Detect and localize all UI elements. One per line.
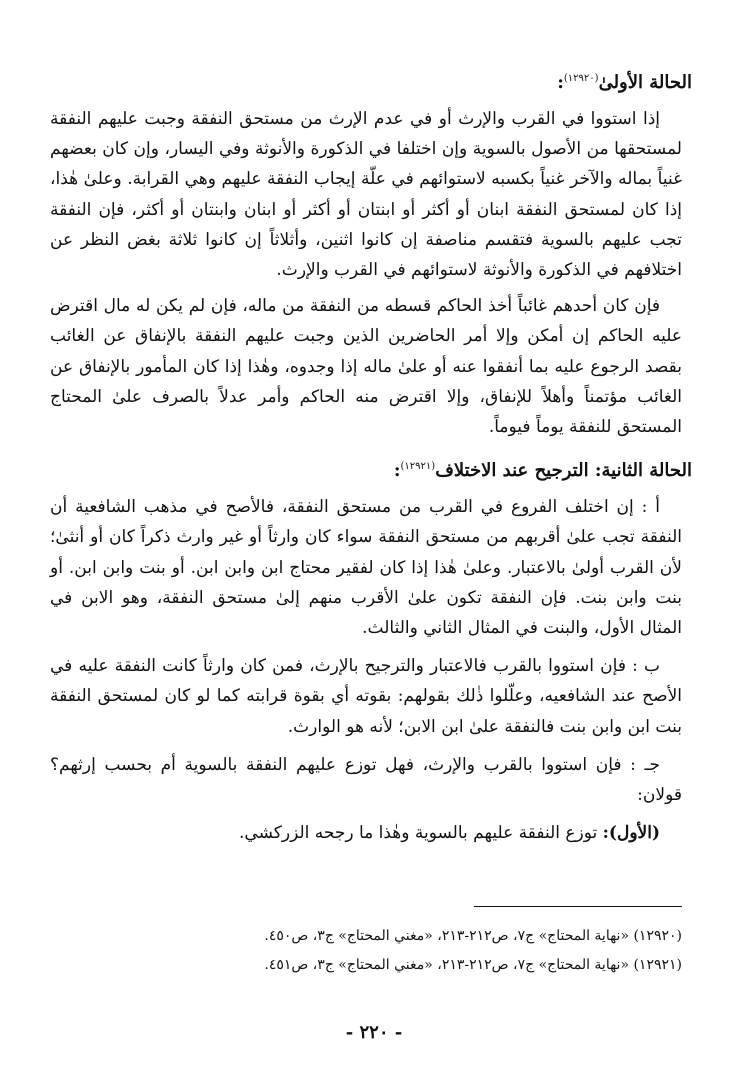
opinion-first <box>50 818 682 848</box>
heading-colon: : <box>557 72 564 93</box>
footnote-ref: (١٢٩٢١) <box>400 461 436 473</box>
footnote-item: (١٢٩٢٠) «نهاية المحتاج» ج٧، ص٢١٢-٢١٣، «مغني المحتاج» ج٣، ص٤٥٠. <box>264 928 682 944</box>
section-heading-case-1 <box>50 64 692 98</box>
heading-colon: : <box>393 460 401 482</box>
opinion-label: (الأول): <box>602 823 660 844</box>
footnote-divider <box>474 906 682 907</box>
opinion-text: توزع النفقة عليهم بالسوية وهٰذا ما رجحه الزركشي. <box>239 823 598 844</box>
paragraph-ba: ب : فإن استووا بالقرب فالاعتبار والترجيح بالإرث، فمن كان وارثاً كانت النفقة عليه في الأصح عند الشافعيه، وعلّلوا ذٰلك بقولهم: بقوته أي بقوة قرابته كما لو كان لمستحق النفقة بنت ابن وابن بنت فالنفقة علىٰ ابن الابن؛ لأنه هو الوارث. <box>50 656 682 737</box>
heading-text: الحالة الأولىٰ <box>598 72 692 93</box>
section-heading-case-2 <box>50 452 692 486</box>
page-number: - ٢٢٠ - <box>345 1022 403 1043</box>
paragraph: فإن كان أحدهم غائباً أخذ الحاكم قسطه من النفقة من ماله، فإن لم يكن له مال اقترض عليه الحاكم إن أمكن وإلا أمر الحاضرين الذين وجبت عليهم النفقة بالإنفاق عن الغائب بقصد الرجوع عليه بما أنفقوا عنه أو علىٰ ماله إذا وجدوه، وهٰذا إذا كان المأمور بالإنفاق عن الغائب مؤتمناً وأهلاً للإنفاق، وإلا اقترض منه الحاكم وأمر عدلاً بالصرف علىٰ المحتاج المستحق للنفقة يوماً فيوماً. <box>50 296 682 438</box>
paragraph-alif: أ : إن اختلف الفروع في القرب من مستحق النفقة، فالأصح في مذهب الشافعية أن النفقة تجب علىٰ أقربهم من مستحق النفقة سواء كان وارثاً أو غير وارث ذكراً كان أو أنثىٰ؛ لأن القرب أولىٰ بالاعتبار. وعلىٰ هٰذا إذا كان لفقير محتاج ابن وابن ابن. أو بنت وابن ابن. أو بنت وابن بنت. فإن النفقة تكون علىٰ الأقرب منهم إلىٰ مستحق النفقة، وهو الابن في المثال الأول، والبنت في المثال الثاني والثالث. <box>50 497 682 639</box>
heading-text: الحالة الثانية: الترجيح عند الاختلاف <box>435 460 692 482</box>
paragraph-jim: جـ : فإن استووا بالقرب والإرث، فهل توزع عليهم النفقة بالسوية أم بحسب إرثهم؟ قولان: <box>50 754 682 806</box>
footnote-ref: (١٢٩٢٠) <box>563 73 599 84</box>
footnotes <box>50 922 682 980</box>
paragraph: إذا استووا في القرب والإرث أو في عدم الإرث من مستحق النفقة وجبت عليهم النفقة لمستحقها من الأصول بالسوية وإن اختلفا في الذكورة والأنوثة وفي اليسار، وإن كان بعضهم غنياً بماله والآخر غنياً بكسبه لاستوائهم في علّة إيجاب النفقة عليهم وهي القرابة. وعلىٰ هٰذا، إذا كان لمستحق النفقة ابنان أو أكثر أو ابنتان أو أكثر أو ابنان وابنتان أو أكثر، فإن النفقة تجب عليهم بالسوية فتقسم مناصفة إن كانوا اثنين، وأثلاثاً إن كانوا ثلاثة بغض النظر عن اختلافهم في الذكورة والأنوثة لاستوائهم في القرب والإرث. <box>50 109 682 281</box>
footnote-item: (١٢٩٢١) «نهاية المحتاج» ج٧، ص٢١٢-٢١٣، «مغني المحتاج» ج٣، ص٤٥١. <box>264 957 682 973</box>
